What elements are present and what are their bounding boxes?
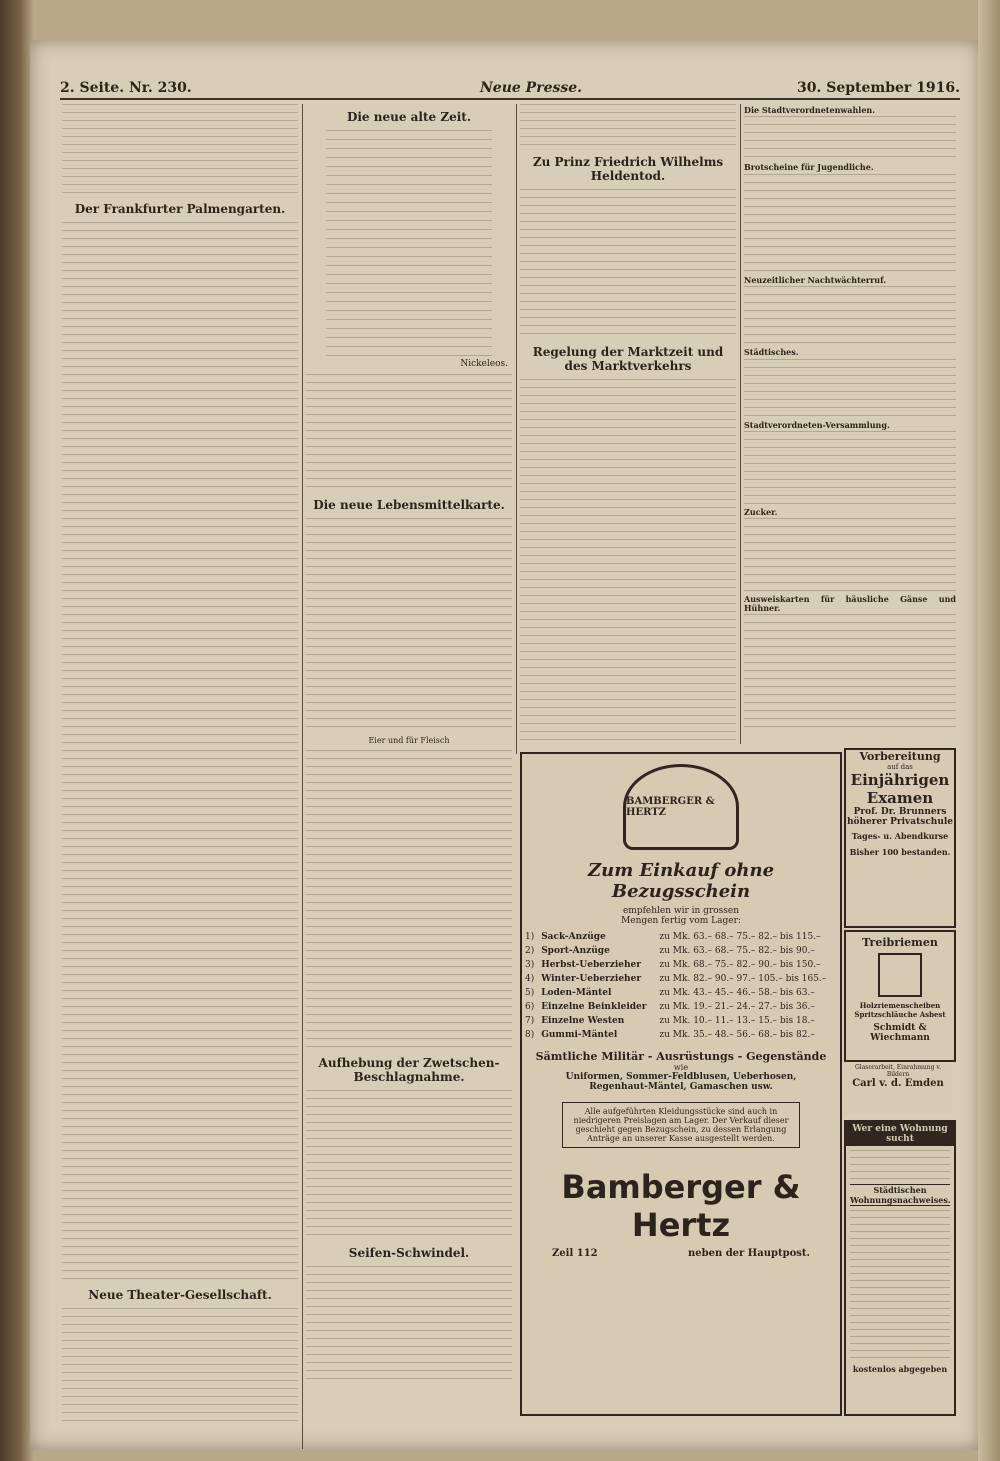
price-list xyxy=(522,930,840,1042)
text-block xyxy=(306,518,512,733)
text-block xyxy=(306,1090,512,1240)
ad-intro-1: empfehlen wir in grossen xyxy=(622,906,740,916)
news-item: Brotscheine für Jugendliche. xyxy=(744,162,874,173)
news-item: Die Stadtverordnetenwahlen. xyxy=(744,105,876,115)
military-heading: Sämtliche Militär - Ausrüstungs - Gegenstände xyxy=(535,1050,827,1063)
column-rule xyxy=(302,104,303,1449)
price-row xyxy=(522,1028,840,1042)
examen-line-1: Vorbereitung xyxy=(859,750,941,763)
item-name: Einzelne Westen xyxy=(541,1016,625,1026)
item-prices: zu Mk. 43.– 45.– 46.– 58.– bis 63.– xyxy=(659,988,815,998)
wohnung-footer: kostenlos abgegeben xyxy=(852,1364,948,1374)
item-number: 2) xyxy=(525,946,535,956)
item-number: 3) xyxy=(525,960,535,970)
item-prices: zu Mk. 82.– 90.– 97.– 105.– bis 165.– xyxy=(659,974,827,984)
column-rule xyxy=(740,104,741,744)
text-block xyxy=(62,1308,298,1428)
book-spine xyxy=(0,0,34,1461)
price-row xyxy=(522,1000,840,1014)
text-block xyxy=(62,222,298,1282)
logo-text: BAMBERGER & HERTZ xyxy=(626,796,715,818)
treibriemen-ad xyxy=(844,930,956,1062)
item-prices: zu Mk. 63.– 68.– 75.– 82.– bis 90.– xyxy=(659,946,815,956)
column-3 xyxy=(520,104,736,744)
article-heading: Die neue alte Zeit. xyxy=(346,110,472,124)
wohnung-title: Wer eine Wohnung sucht xyxy=(846,1122,954,1146)
text-block xyxy=(744,518,956,593)
price-row xyxy=(522,930,840,944)
item-number: 7) xyxy=(525,1016,535,1026)
item-prices: zu Mk. 19.– 21.– 24.– 27.– bis 36.– xyxy=(659,1002,815,1012)
news-item: Zucker. xyxy=(744,507,778,518)
item-number: 8) xyxy=(525,1030,535,1040)
text-block xyxy=(850,1150,950,1180)
wohnung-ad xyxy=(844,1120,956,1416)
treibriemen-logo-icon xyxy=(878,953,922,997)
header-rule xyxy=(60,98,960,100)
item-number: 6) xyxy=(525,1002,535,1012)
wohnung-sub: Städtischen Wohnungsnachweises. xyxy=(850,1185,951,1205)
examen-line-2: auf das xyxy=(887,763,913,771)
article-heading: Regelung der Marktzeit und des Marktverkehrs xyxy=(532,345,724,373)
article-heading: Neue Theater-Gesellschaft. xyxy=(88,1288,272,1302)
issue-date: 30. September 1916. xyxy=(796,80,960,96)
news-item: Stadtverordneten-Versammlung. xyxy=(744,419,890,430)
column-rule xyxy=(516,104,517,754)
military-items: Uniformen, Sommer-Feldblusen, Ueberhosen, Regenhaut-Mäntel, Gamaschen usw. xyxy=(565,1072,797,1092)
article-heading: Aufhebung der Zwetschen-Beschlagnahme. xyxy=(318,1055,500,1084)
examen-line-8: Bisher 100 bestanden. xyxy=(849,847,951,857)
emden-sub: Glaserarbeit, Einrahmung v. Bildern xyxy=(855,1064,941,1078)
ad-notice: Alle aufgeführten Kleidungsstücke sind auch in niedrigeren Preislagen am Lager. Der Verkauf dieser geschieht gegen Bezugschein, zu dessen Erlangung Anträge an unserer Kasse ausgestellt werden. xyxy=(562,1102,800,1148)
article-heading: Der Frankfurter Palmengarten. xyxy=(74,202,286,216)
item-name: Einzelne Beinkleider xyxy=(541,1002,647,1012)
price-row xyxy=(522,958,840,972)
bamberger-hertz-logo xyxy=(623,764,739,850)
text-block xyxy=(520,189,736,339)
news-item: Neuzeitlicher Nachtwächterruf. xyxy=(744,274,887,285)
text-block xyxy=(744,359,956,419)
item-number: 5) xyxy=(525,988,535,998)
item-prices: zu Mk. 35.– 48.– 56.– 68.– bis 82.– xyxy=(659,1030,815,1040)
examen-line-5: Prof. Dr. Brunners xyxy=(853,807,947,817)
price-row xyxy=(522,972,840,986)
text-block xyxy=(744,431,956,506)
examen-line-3: Einjährigen xyxy=(850,771,950,789)
page-label: 2. Seite. Nr. 230. xyxy=(60,80,192,96)
item-prices: zu Mk. 63.– 68.– 75.– 82.– bis 115.– xyxy=(659,932,821,942)
article-heading: Seifen-Schwindel. xyxy=(348,1245,470,1260)
item-name: Loden-Mäntel xyxy=(541,988,612,998)
text-block xyxy=(850,1210,950,1360)
column-2 xyxy=(306,104,512,1449)
text-block xyxy=(306,750,512,1050)
item-prices: zu Mk. 10.– 11.– 13.– 15.– bis 18.– xyxy=(659,1016,815,1026)
text-block xyxy=(744,116,956,161)
examen-ad xyxy=(844,748,956,928)
text-block xyxy=(306,1266,512,1386)
treibriemen-products: Holzriemenscheiben Spritzschläuche Asbest xyxy=(854,1001,946,1019)
page-header xyxy=(60,80,960,98)
item-number: 1) xyxy=(525,932,535,942)
firm-name: Bamberger & Hertz xyxy=(561,1168,801,1244)
treibriemen-firm: Schmidt & Wiechmann xyxy=(870,1023,930,1043)
article-heading: Die neue Lebensmittelkarte. xyxy=(313,498,505,513)
page-edge xyxy=(978,0,1000,1461)
item-name: Sport-Anzüge xyxy=(541,946,610,956)
ad-intro-2: Mengen fertig vom Lager: xyxy=(621,916,741,926)
text-block xyxy=(744,614,956,734)
news-item: Ausweiskarten für häusliche Gänse und Hühner. xyxy=(744,594,956,613)
treibriemen-title: Treibriemen xyxy=(862,936,938,949)
bamberger-hertz-ad xyxy=(520,752,842,1416)
emden-ad xyxy=(844,1064,952,1114)
firm-address xyxy=(522,1244,840,1263)
text-block xyxy=(744,174,956,274)
subhead: Eier und für Fleisch xyxy=(368,736,450,746)
text-block xyxy=(520,379,736,744)
item-name: Gummi-Mäntel xyxy=(541,1030,618,1040)
examen-line-6: höherer Privatschule xyxy=(846,817,954,827)
column-4 xyxy=(744,104,956,744)
price-row xyxy=(522,986,840,1000)
examen-line-7: Tages- u. Abendkurse xyxy=(851,831,949,841)
poem-block xyxy=(326,130,492,358)
text-block xyxy=(306,374,512,492)
news-item: Städtisches. xyxy=(744,347,799,358)
price-row xyxy=(522,944,840,958)
item-number: 4) xyxy=(525,974,535,984)
examen-line-4: Examen xyxy=(866,789,934,807)
military-wie: wie xyxy=(673,1063,689,1072)
item-name: Herbst-Ueberzieher xyxy=(541,960,642,970)
column-1 xyxy=(62,104,298,1449)
paper-name: Neue Presse. xyxy=(480,80,583,96)
text-block xyxy=(520,104,736,149)
article-heading: Zu Prinz Friedrich Wilhelms Heldentod. xyxy=(532,155,724,183)
text-block xyxy=(744,286,956,346)
emden-name: Carl v. d. Emden xyxy=(852,1078,944,1089)
item-name: Winter-Ueberzieher xyxy=(541,974,642,984)
ad-headline: Zum Einkauf ohne Bezugsschein xyxy=(587,860,775,902)
author: Nickeleos. xyxy=(460,359,508,369)
address-right: neben der Hauptpost. xyxy=(687,1248,810,1259)
address-left: Zeil 112 xyxy=(552,1248,598,1259)
item-name: Sack-Anzüge xyxy=(541,932,606,942)
price-row xyxy=(522,1014,840,1028)
text-block xyxy=(62,104,298,196)
item-prices: zu Mk. 68.– 75.– 82.– 90.– bis 150.– xyxy=(659,960,821,970)
